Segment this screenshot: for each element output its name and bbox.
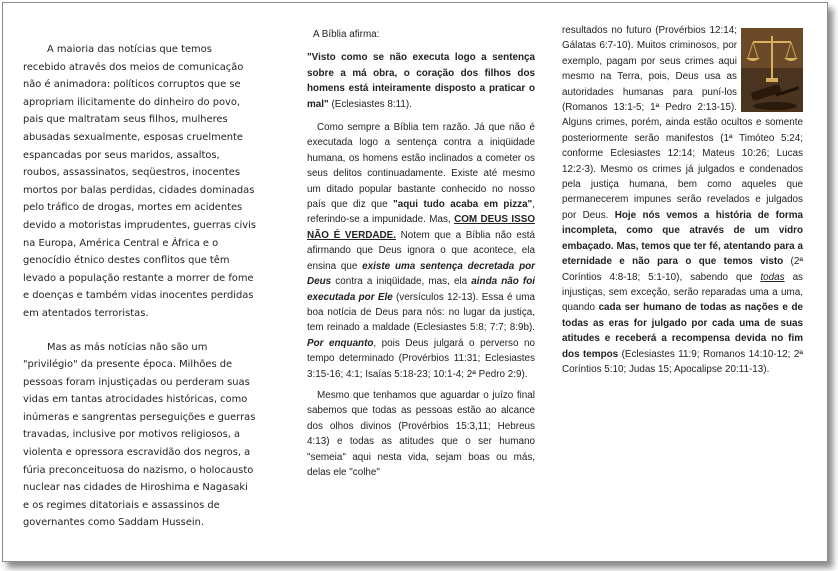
column-middle <box>307 27 535 486</box>
paragraph-news: A maioria das notícias que temos recebido através dos meios de comunicação não é animadora: políticos corruptos que se apropriam ilicitamente do dinheiro do povo, pais que maltratam seus filhos, mulheres abusadas sexualmente, esposas cruelmente espancadas por seus maridos, assaltos, roubos, assassinatos, seqüestros, inocentes mortos por balas perdidas, cidades dominadas pelo tráfico de drogas, mortes em acidentes devido a motoristas imprudentes, guerras civis na Europa, América Central e África e o genocídio étnico destes conflitos que têm levado a população restante a morrer de fome e doenças e também vidas inocentes perdidas em atentados terroristas. <box>23 44 257 319</box>
paragraph-impunity <box>307 120 535 382</box>
quote-text: "Visto como se não executa logo a sentença sobre a má obra, o coração dos filhos dos homens está inteiramente disposto a praticar o mal" <box>307 52 535 110</box>
text-run: Como sempre a Bíblia tem razão. Já que não é executada logo a sentença contra a iniqüidade humana, os homens estão inclinados a cometer os seus delitos continuadamente. Existe até mesmo um ditado popular bastante conhecido no nosso país que diz que <box>307 122 535 211</box>
quote-reference: (Eclesiastes 8:11). <box>328 98 412 110</box>
column-left <box>23 41 257 532</box>
text-run-bold-underline: COM DEUS ISSO NÃO É VERDADE. <box>307 214 535 241</box>
text-run-bold-italic: Por enquanto <box>307 337 374 349</box>
bible-quote <box>307 50 535 112</box>
text-run-italic-underline: todas <box>760 271 785 283</box>
text-run: (Eclesiastes 11:9; Romanos 14:10-12; 2ª Coríntios 5:10; Judas 15; Apocalipse 20:11-13). <box>562 348 803 375</box>
text-run-bold-italic: existe uma sentença decretada por Deus <box>307 260 535 288</box>
text-run: (versículos 12-13). Essa é uma boa notícia de Deus para nós: no lugar da justiça, tem reinado a maldade (Eclesiastes 5:8; 7:7; 8:9b). <box>307 291 535 334</box>
text-run-bold: Hoje nós vemos a história de forma incompleta, como que através de um vidro embaçado. Mas, temos que ter fé, atentando para a eternidade e não para o que temos visto <box>562 209 803 268</box>
paragraph-history: Mas as más notícias não são um "privilégio" da presente época. Milhões de pessoas foram injustiçadas ou perderam suas vidas em tantas atrocidades históricas, como inúmeras e sangrentas perseguições e guerras travadas, inclusive por motivos religiosos, a violenta e opressora escravidão dos negros, a fúria preconceituosa do nazismo, o holocausto nuclear nas cidades de Hiroshima e Nagasaki e os regimes ditatoriais e assassinos de governantes como Saddam Hussein. <box>23 341 256 529</box>
brochure-page <box>2 2 828 562</box>
bible-intro: A Bíblia afirma: <box>313 29 380 40</box>
text-run-bold-italic: ainda não foi executada por Ele <box>307 276 535 303</box>
text-run-bold: cada ser humano de todas as nações e de todas as eras for julgado por cada uma de suas atitudes e receberá a recompensa devida no fim dos tempos <box>562 302 804 360</box>
paragraph-results <box>562 23 803 377</box>
text-run: resultados no futuro (Provérbios 12:14; Gálatas 6:7-10). Muitos criminosos, por exemplo, pagam por seus crimes aqui mesmo na Terra, pois, Deus usa as autoridades humanas para puní-los (Romanos 13:1-5; 1ª Pedro 2:13-15). Alguns crimes, porém, ainda estão ocultos e somente posteriormente serão manifestos (1ª Timóteo 5:24; conforme Eclesiastes 12:14; Mateus 10:26; Lucas 12:2-3). Mesmo os crimes já julgados e condenados pela justiça humana, bem como aqueles que permanecerem impunes serão revelados e julgados por Deus. <box>562 25 803 221</box>
column-right <box>562 23 803 377</box>
text-run: as injustiças, sem exceção, serão reparadas uma a uma, quando <box>562 271 803 314</box>
text-run: Notem que a Bíblia não está afirmando que Deus ignora o que acontece, ela ensina que <box>307 229 536 272</box>
paragraph-final-judgment: Mesmo que tenhamos que aguardar o juízo final sabemos que todas as pessoas estão ao alcance dos olhos divinos (Provérbios 15:3,11; Hebreus 4:13) e todas as atitudes que o ser humano "semeia" aqui nesta vida, sejam boas ou más, delas ele "colhe" <box>307 389 535 478</box>
text-run: , pois Deus julgará o perverso no tempo determinado (Provérbios 11:31; Eclesiastes 3:15-16; 4:1; Isaías 5:18-23; 10:1-4; 2ª Pedro 2:9). <box>307 337 535 380</box>
scales-of-justice-gavel-photo-icon <box>741 28 803 112</box>
text-run: contra a iniqüidade, mas, ela <box>331 276 472 288</box>
text-run: , referindo-se a impunidade. Mas, <box>307 199 535 226</box>
text-run-bold: "aqui tudo acaba em pizza" <box>393 199 533 211</box>
text-run: (2ª Coríntios 4:8-18; 5:1-10), sabendo que <box>562 256 803 283</box>
